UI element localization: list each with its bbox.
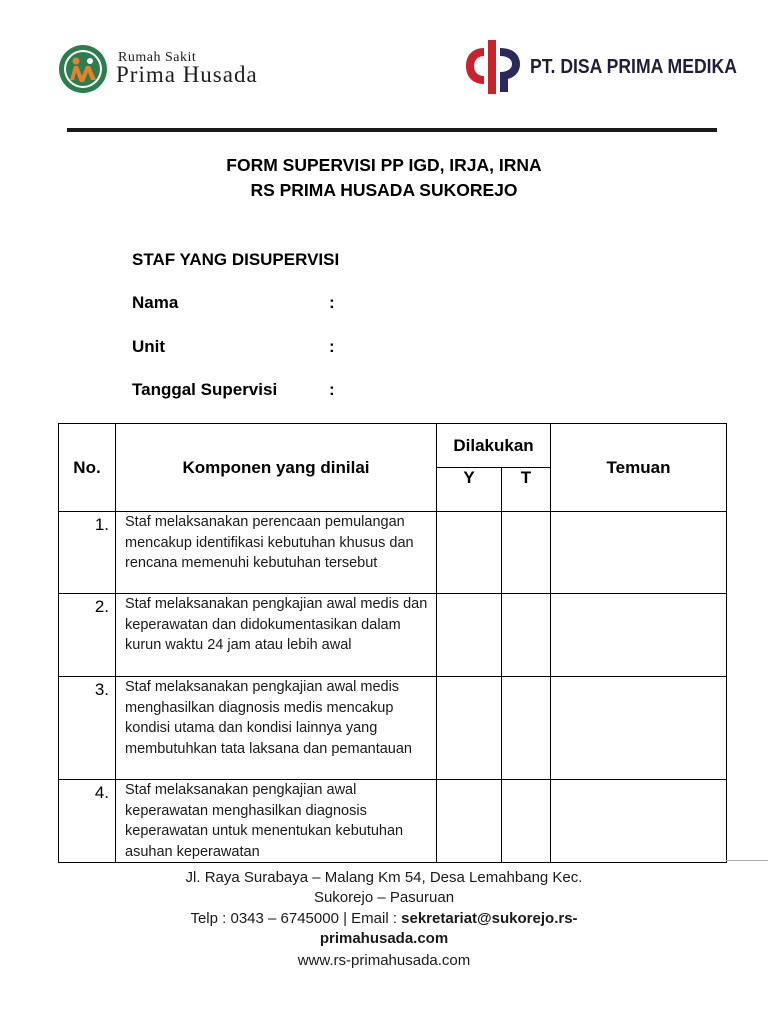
footer-address: Jl. Raya Surabaya – Malang Km 54, Desa Lemahbang Kec. (185, 869, 583, 886)
row-number: 1. (59, 512, 116, 594)
field-colon-tanggal: : (329, 380, 335, 399)
evaluation-table (58, 423, 727, 863)
row-component: Staf melaksanakan pengkajian awal medis menghasilkan diagnosis medis mencakup kondisi utama dan kondisi lainnya yang membutuhkan tata laksana dan pemantauan (116, 677, 437, 780)
header-done: Dilakukan (437, 424, 551, 468)
footer-city: Sukorejo – Pasuruan (313, 889, 455, 906)
form-title: FORM SUPERVISI PP IGD, IRJA, IRNA (226, 155, 542, 175)
row-component: Staf melaksanakan perencaan pemulangan mencakup identifikasi kebutuhan khusus dan rencana memenuhi kebutuhan tersebut (116, 512, 437, 594)
header-no: No. (59, 424, 116, 512)
cell-yes[interactable] (437, 594, 502, 677)
company-name: PT. DISA PRIMA MEDIKA (530, 56, 737, 78)
staff-section-heading: STAF YANG DISUPERVISI (132, 250, 340, 269)
cell-findings[interactable] (551, 677, 727, 780)
field-colon-nama: : (329, 293, 335, 312)
cell-yes[interactable] (437, 512, 502, 594)
header-component: Komponen yang dinilai (116, 424, 437, 512)
cell-no[interactable] (502, 780, 551, 863)
hospital-logo (58, 44, 308, 96)
form-subtitle: RS PRIMA HUSADA SUKOREJO (250, 180, 518, 200)
header-no-short: T (502, 468, 551, 512)
field-label-nama: Nama (132, 293, 179, 312)
hospital-emblem-icon (58, 44, 108, 94)
footer-phone: Telp : 0343 – 6745000 | Email : (190, 910, 402, 927)
field-colon-unit: : (329, 337, 335, 356)
table-row (59, 512, 727, 594)
cell-no[interactable] (502, 512, 551, 594)
row-component: Staf melaksanakan pengkajian awal medis dan keperawatan dan didokumentasikan dalam kurun waktu 24 jam atau lebih awal (116, 594, 437, 677)
field-label-tanggal: Tanggal Supervisi (132, 380, 278, 399)
cell-no[interactable] (502, 677, 551, 780)
table-row (59, 677, 727, 780)
row-number: 3. (59, 677, 116, 780)
table-row (59, 594, 727, 677)
field-label-unit: Unit (132, 337, 166, 356)
footer-email[interactable]: sekretariat@sukorejo.rs- (401, 910, 578, 927)
logo-subtitle: Rumah Sakit (118, 50, 197, 65)
row-number: 2. (59, 594, 116, 677)
row-number: 4. (59, 780, 116, 863)
footer-website[interactable]: www.rs-primahusada.com (297, 952, 471, 969)
footer-email-continued[interactable]: primahusada.com (319, 930, 449, 947)
margin-line (726, 860, 768, 861)
table-row (59, 780, 727, 863)
company-logo (460, 36, 737, 98)
cell-findings[interactable] (551, 594, 727, 677)
company-mark-icon (460, 36, 528, 98)
cell-findings[interactable] (551, 512, 727, 594)
logo-title: Prima Husada (116, 62, 258, 87)
footer-contact (0, 910, 768, 927)
cell-yes[interactable] (437, 677, 502, 780)
header-divider (67, 128, 717, 132)
row-component: Staf melaksanakan pengkajian awal keperawatan menghasilkan diagnosis keperawatan untuk menentukan kebutuhan asuhan keperawatan (116, 780, 437, 863)
cell-no[interactable] (502, 594, 551, 677)
cell-yes[interactable] (437, 780, 502, 863)
cell-findings[interactable] (551, 780, 727, 863)
header-findings: Temuan (551, 424, 727, 512)
header-yes: Y (437, 468, 502, 512)
